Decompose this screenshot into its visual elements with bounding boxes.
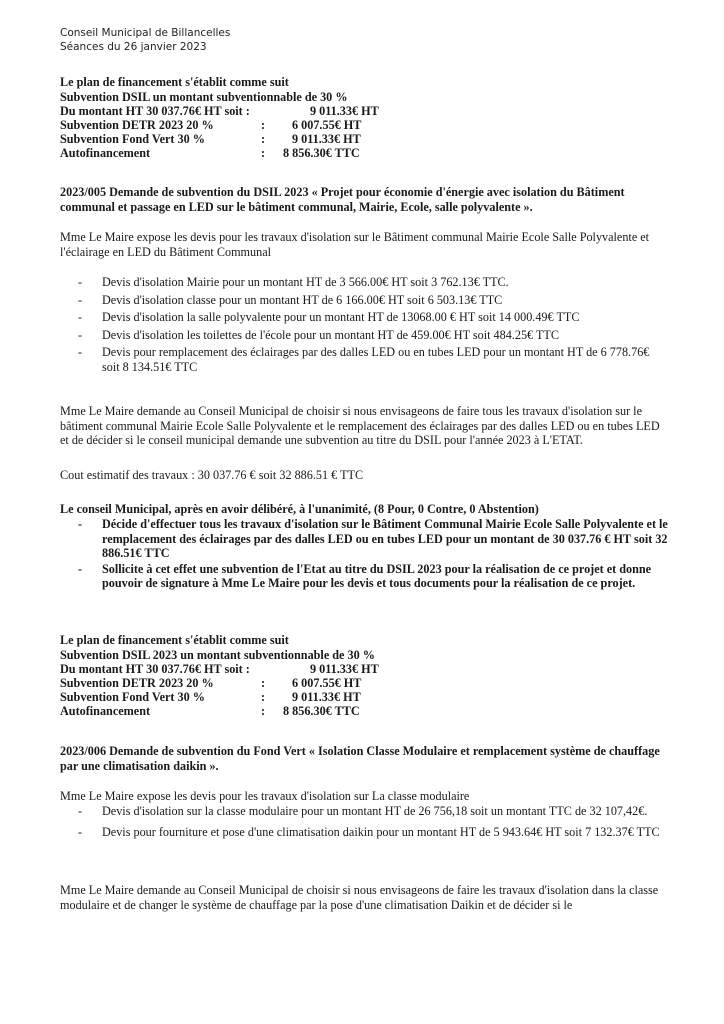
list-item — [60, 275, 670, 290]
decision-text: Sollicite à cet effet une subvention de l'Etat au titre du DSIL 2023 pour la réalisation de ce projet et donne pouvoir de signature à Mme Le Maire pour les devis et tous documents pour la réalisation de ce projet. — [102, 561, 652, 590]
financing-row — [60, 676, 670, 690]
quote-text: Devis d'isolation classe pour un montant HT de 6 166.00€ HT soit 6 503.13€ TTC — [102, 292, 503, 307]
financing-label: Du montant HT 30 037.76€ HT soit : — [60, 104, 250, 118]
financing-separator: : — [261, 146, 266, 160]
dash-marker: - — [78, 327, 83, 342]
dash-marker: - — [78, 517, 83, 531]
financing-label: Subvention Fond Vert 30 % — [60, 132, 205, 146]
financing-row — [60, 690, 670, 704]
financing-separator: : — [261, 704, 266, 718]
financing-value: 9 011.33€ HT — [310, 104, 379, 118]
financing-separator: : — [261, 118, 266, 132]
estimated-cost: Cout estimatif des travaux : 30 037.76 € soit 32 886.51 € TTC — [60, 468, 364, 482]
financing-value: 8 856.30€ TTC — [283, 146, 360, 160]
council-name: Conseil Municipal de Billancelles — [60, 27, 231, 39]
session-date: Séances du 26 janvier 2023 — [60, 41, 207, 53]
dash-marker: - — [78, 310, 83, 324]
financing-plan-2 — [60, 633, 670, 718]
financing-separator: : — [261, 132, 266, 146]
quote-text: Devis d'isolation sur la classe modulaire pour un montant HT de 26 756,18 soit un montant TTC de 32 107,42€. — [102, 804, 648, 818]
council-decision-title: Le conseil Municipal, après en avoir délibéré, à l'unanimité, (8 Pour, 0 Contre, 0 Abstention) — [60, 502, 539, 516]
financing-label: Subvention Fond Vert 30 % — [60, 690, 205, 704]
list-item — [60, 804, 670, 819]
financing-separator: : — [261, 690, 266, 704]
item-005-request: Mme Le Maire demande au Conseil Municipal de choisir si nous envisageons de faire tous les travaux d'isolation sur le bâtiment communal Mairie Ecole Salle Polyvalente et le remplacement des éclairages par des dalles LED ou en tubes LED et de décider si le conseil municipal demande une subvention au titre du DSIL pour l'année 2023 à L'ETAT. — [60, 404, 660, 447]
quote-text: Devis d'isolation Mairie pour un montant HT de 3 566.00€ HT soit 3 762.13€ TTC. — [102, 275, 509, 289]
quote-text: Devis d'isolation les toilettes de l'école pour un montant HT de 459.00€ HT soit 484.25€ TTC — [102, 327, 559, 342]
financing-plan-subtitle: Subvention DSIL un montant subventionnable de 30 % — [60, 89, 348, 104]
dash-marker: - — [78, 345, 83, 359]
dash-marker: - — [78, 804, 83, 818]
financing-label: Du montant HT 30 037.76€ HT soit : — [60, 662, 250, 676]
financing-separator: : — [261, 676, 266, 690]
quote-text: Devis pour remplacement des éclairages par des dalles LED ou en tubes LED pour un montant HT de 6 778.76€ soit 8 134.51€ TTC — [102, 345, 650, 374]
item-006-request: Mme Le Maire demande au Conseil Municipal de choisir si nous envisageons de faire les travaux d'isolation dans la classe modulaire et de changer le système de chauffage par la pose d'une climatisation Daikin et de décider si le — [60, 883, 659, 912]
financing-row — [60, 146, 670, 160]
quote-text: Devis d'isolation la salle polyvalente pour un montant HT de 13068.00 € HT soit 14 000.49€ TTC — [102, 310, 580, 324]
council-decisions — [60, 517, 670, 591]
financing-label: Autofinancement — [60, 704, 151, 718]
item-005-intro: Mme Le Maire expose les devis pour les travaux d'isolation sur le Bâtiment communal Mairie Ecole Salle Polyvalente et l'éclairage en LED du Bâtiment Communal — [60, 230, 650, 259]
dash-marker: - — [78, 275, 83, 289]
financing-row — [60, 662, 670, 676]
financing-label: Autofinancement — [60, 146, 151, 160]
dash-marker: - — [78, 824, 83, 839]
list-item — [60, 293, 670, 308]
item-005-title: 2023/005 Demande de subvention du DSIL 2023 « Projet pour économie d'énergie avec isolation du Bâtiment communal et passage en LED sur le bâtiment communal, Mairie, Ecole, salle polyvalente ». — [60, 185, 625, 214]
financing-value: 9 011.33€ HT — [292, 132, 361, 146]
financing-value: 6 007.55€ HT — [292, 676, 362, 690]
list-item — [60, 328, 670, 343]
financing-row — [60, 132, 670, 146]
financing-plan-1 — [60, 75, 670, 160]
decision-text: Décide d'effectuer tous les travaux d'isolation sur le Bâtiment Communal Mairie Ecole Salle Polyvalente et le remplacement des éclairages par des dalles LED ou en tubes LED pour un montant de 30 037.76 € HT soit 32 886.51€ TTC — [102, 517, 668, 560]
item-006-title: 2023/006 Demande de subvention du Fond Vert « Isolation Classe Modulaire et remplacement système de chauffage par une climatisation daikin ». — [60, 744, 660, 773]
financing-label: Subvention DETR 2023 20 % — [60, 676, 214, 690]
quote-text: Devis pour fourniture et pose d'une climatisation daikin pour un montant HT de 5 943.64€ HT soit 7 132.37€ TTC — [102, 824, 660, 839]
item-005-quotes — [60, 275, 670, 374]
financing-value: 6 007.55€ HT — [292, 118, 362, 132]
financing-value: 8 856.30€ TTC — [283, 704, 360, 718]
dash-marker: - — [78, 561, 83, 576]
financing-label: Subvention DETR 2023 20 % — [60, 118, 214, 132]
financing-row — [60, 118, 670, 132]
item-006-intro: Mme Le Maire expose les devis pour les travaux d'isolation sur La classe modulaire — [60, 789, 470, 803]
item-006-quotes — [60, 804, 670, 839]
financing-plan-title: Le plan de financement s'établit comme suit — [60, 633, 289, 647]
financing-plan-title: Le plan de financement s'établit comme suit — [60, 75, 289, 89]
list-item — [60, 825, 670, 840]
financing-row — [60, 704, 670, 718]
list-item — [60, 562, 670, 591]
financing-plan-subtitle: Subvention DSIL 2023 un montant subventionnable de 30 % — [60, 647, 375, 662]
list-item — [60, 310, 670, 325]
list-item — [60, 345, 670, 374]
list-item — [60, 517, 670, 561]
financing-value: 9 011.33€ HT — [310, 662, 379, 676]
dash-marker: - — [78, 292, 83, 307]
financing-value: 9 011.33€ HT — [292, 690, 361, 704]
financing-row — [60, 104, 670, 118]
